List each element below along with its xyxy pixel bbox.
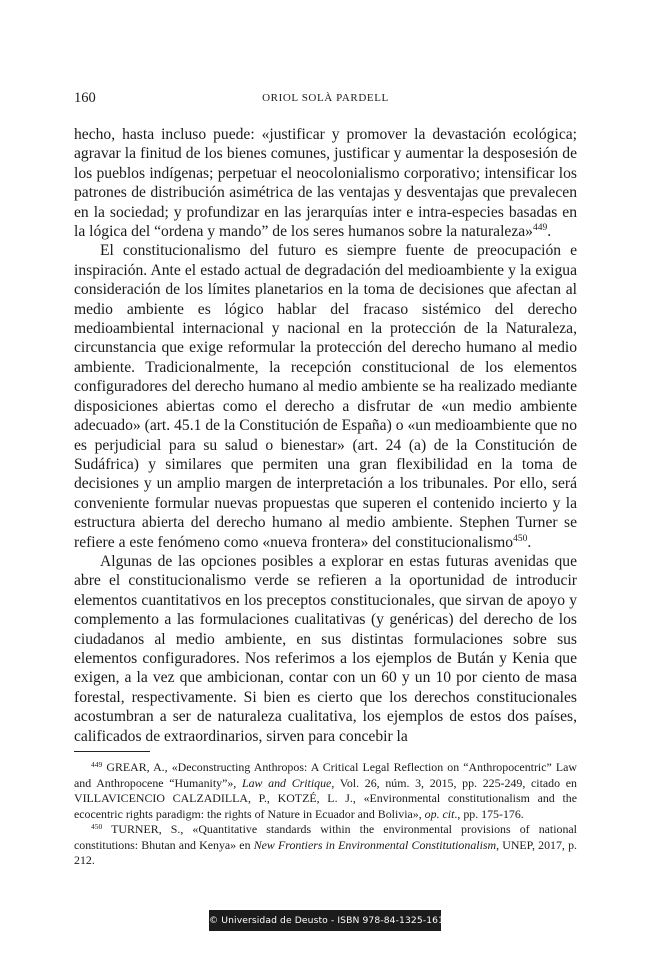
footnote-text: , UNEP, 2017, p. 212.	[74, 837, 577, 867]
paragraph-2-text: El constitucionalismo del futuro es siempre fuente de preocupación e inspiración. Ante el estado actual de degradación del medioambiente y la exigua consideración de los límites planetarios en la toma de decisiones que afectan al medio ambiente es lógico hablar del fracaso sistémico del derecho medioambiental internacional y nacional en la protección de la Naturaleza, circunstancia que exige reformular la protección del derecho humano al medio ambiente. Tradicionalmente, la recepción constitucional de los elementos configuradores del derecho humano al medio ambiente se ha realizado mediante disposiciones abiertas como el derecho a disfrutar de «un medio ambiente adecuado» (art. 45.1 de la Constitución de España) o «un medioambiente que no es perjudicial para su salud o bienestar» (art. 24 (a) de la Constitución de Sudáfrica) y similares que permiten una gran flexibilidad en la toma de decisiones y un amplio margen de interpretación a los tribunales. Por ello, será conveniente formular nuevas propuestas que superen el contenido incierto y la estructura abierta del derecho humano al medio ambiente. Stephen Turner se refiere a este fenómeno como «nueva frontera» del constitucionalismo	[74, 242, 577, 551]
paragraph-1	[74, 125, 577, 241]
footnote-text: , Vol. 26, núm. 3, 2015, pp. 225-249, citado en VILLAVICENCIO CALZADILLA, P., KOTZÉ, L. J., «Environmental constitutionalism and the ecocentric rights paradigm: the rights of Nature in Ecuador and Bolivia»,	[74, 775, 577, 821]
footnote-op-cit: op. cit	[424, 806, 455, 821]
footnote-450	[74, 822, 577, 869]
page-header	[74, 90, 577, 112]
footnote-journal-title: Law and Critique	[241, 775, 332, 790]
page-number: 160	[74, 90, 96, 106]
footnote-number: 450	[91, 822, 103, 831]
footnote-text: GREAR, A., «Deconstructing Anthropos: A Critical Legal Reflection on “Anthropocentric” Law and Anthropocene “Humanity”»,	[74, 760, 577, 790]
footnote-449	[74, 760, 577, 822]
paragraph-3-text: Algunas de las opciones posibles a explorar en estas futuras avenidas que abre el constitucionalismo verde se refieren a la oportunidad de introducir elementos cuantitativos en los preceptos constitucionales, que sirvan de apoyo y complemento a las formulaciones cualitativas (y genéricas) del derecho de los ciudadanos al medio ambiente, en sus distintas formulaciones sobre sus elementos configuradores. Nos referimos a los ejemplos de Bután y Kenia que exigen, a la vez que ambicionan, contar con un 60 y un 10 por ciento de masa forestal, respectivamente. Si bien es cierto que los derechos constitucionales acostumbran a ser de naturaleza cualitativa, los ejemplos de estos dos países, calificados de extraordinarios, sirven para concebir la	[74, 552, 577, 745]
running-head: ORIOL SOLÀ PARDELL	[262, 92, 389, 104]
body-text	[74, 125, 577, 746]
paragraph-1-tail: .	[547, 223, 552, 241]
paragraph-2-tail: .	[527, 533, 532, 551]
footnote-ref-450[interactable]: 450	[513, 533, 528, 544]
paragraph-1-text: hecho, hasta incluso puede: «justificar y promover la devastación ecológica; agravar la finitud de los bienes comunes, justificar y aumentar la desposesión de los pueblos indígenas; perpetuar el neocolonialismo corporativo; intensificar los patrones de distribución asimétrica de las ventajas y desventajas que prevalecen en la sociedad; y profundizar en las jerarquías inter e intra-especies basadas en la lógica del “ordena y mando” de los seres humanos sobre la naturaleza»	[74, 126, 577, 241]
footnotes	[74, 760, 577, 869]
paragraph-2	[74, 241, 577, 552]
footnote-text: ., pp. 175-176.	[454, 806, 524, 821]
copyright-footer: © Universidad de Deusto - ISBN 978-84-1325-161-5	[209, 910, 441, 931]
footnote-book-title: New Frontiers in Environmental Constitutionalism	[253, 837, 497, 852]
footnote-separator	[74, 751, 150, 752]
paragraph-3	[74, 552, 577, 746]
footnote-number: 449	[91, 760, 103, 769]
footnote-text: TURNER, S., «Quantitative standards within the environmental provisions of national constitutions: Bhutan and Kenya» en	[74, 822, 577, 852]
footnote-ref-449[interactable]: 449	[532, 223, 548, 234]
